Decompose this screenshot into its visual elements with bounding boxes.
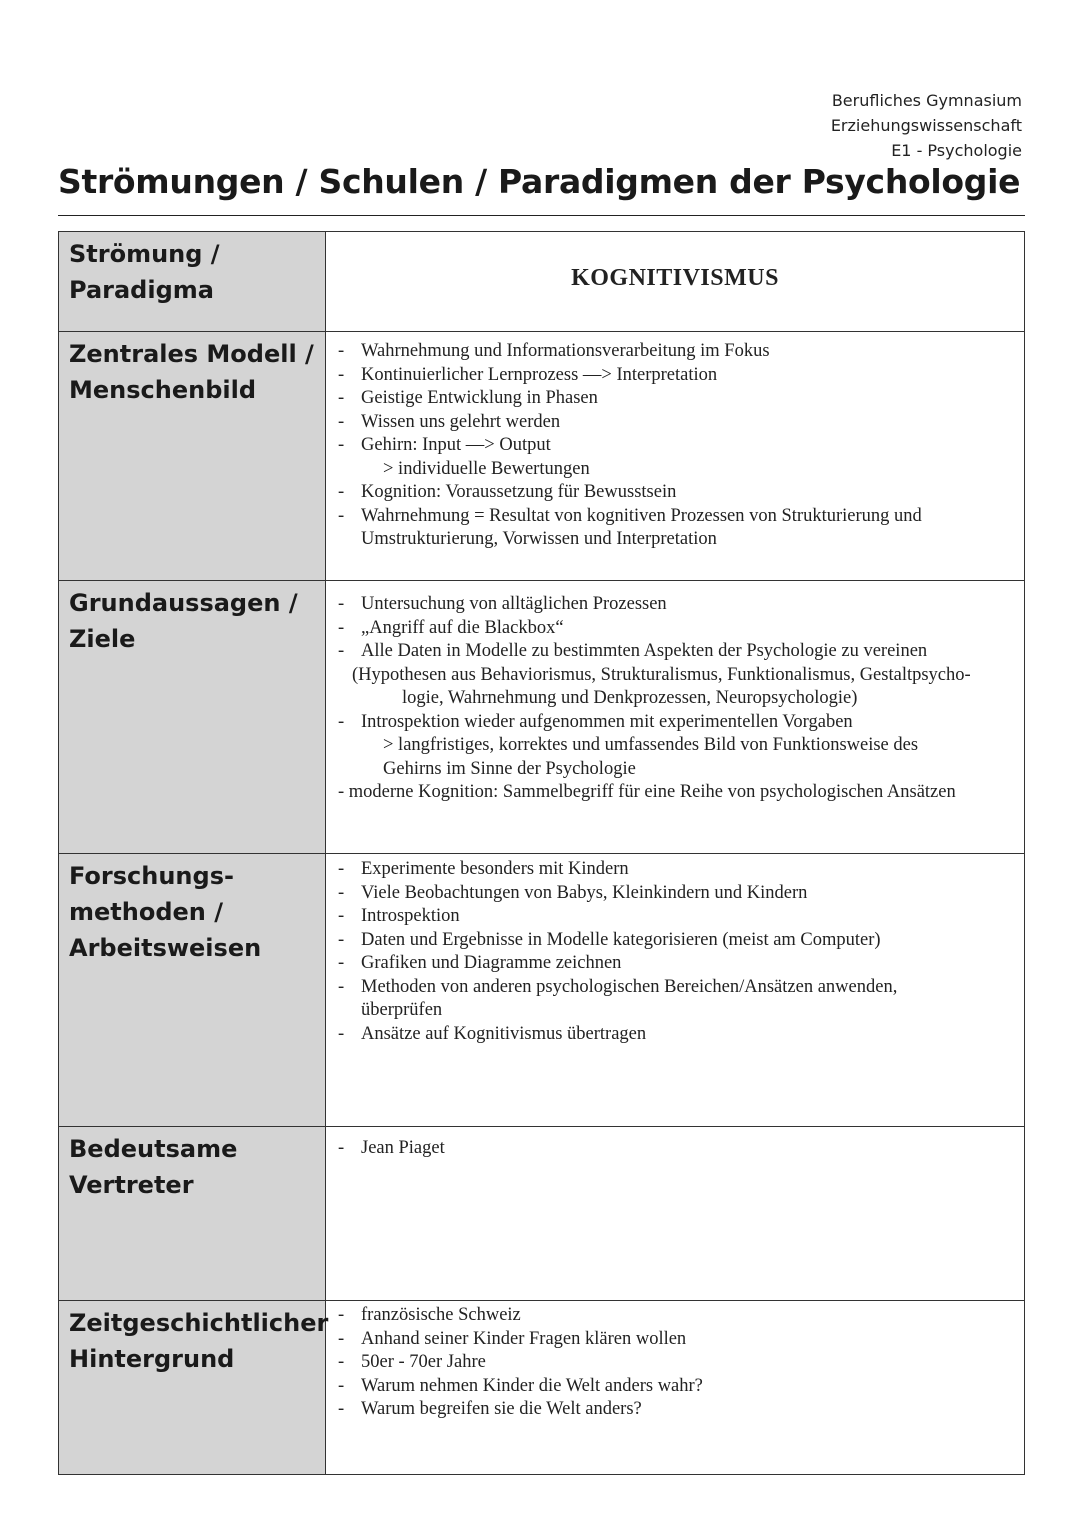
label-line: Hintergrund xyxy=(69,1345,235,1373)
list-item: - Alle Daten in Modelle zu bestimmten Aspekten der Psychologie zu vereinen xyxy=(338,640,1012,664)
list-item: - Introspektion wieder aufgenommen mit experimentellen Vorgaben xyxy=(338,711,1012,735)
header-subject: Erziehungswissenschaft xyxy=(830,116,1022,135)
label-line: Paradigma xyxy=(69,276,214,304)
list-item: - 50er - 70er Jahre xyxy=(338,1351,1012,1375)
label-line: Arbeitsweisen xyxy=(69,934,262,962)
sub-item: Gehirns im Sinne der Psychologie xyxy=(383,758,636,779)
label-line: Grundaussagen / xyxy=(69,589,298,617)
row-background xyxy=(59,1301,1025,1475)
list-item: - Grafiken und Diagramme zeichnen xyxy=(338,952,1012,976)
label-line: Vertreter xyxy=(69,1171,194,1199)
content-representatives xyxy=(326,1127,1025,1301)
list-item: - Untersuchung von alltäglichen Prozessen xyxy=(338,593,1012,617)
row-model xyxy=(59,332,1025,581)
paradigm-name: KOGNITIVISMUS xyxy=(571,264,779,291)
list-item: - Ansätze auf Kognitivismus übertragen xyxy=(338,1023,1012,1047)
parenthetical-line: (Hypothesen aus Behaviorismus, Strukturalismus, Funktionalismus, Gestaltpsycho- xyxy=(352,664,971,685)
label-line: Menschenbild xyxy=(69,376,257,404)
header-unit: E1 - Psychologie xyxy=(891,141,1022,160)
label-line: Zeitgeschichtlicher xyxy=(69,1309,329,1337)
label-paradigm xyxy=(59,232,326,332)
content-methods xyxy=(326,854,1025,1127)
list-item: - französische Schweiz xyxy=(338,1304,1012,1328)
content-goals xyxy=(326,581,1025,854)
list-item: - Wahrnehmung und Informationsverarbeitung im Fokus xyxy=(338,340,1012,364)
row-goals xyxy=(59,581,1025,854)
sub-item: > langfristiges, korrektes und umfassendes Bild von Funktionsweise des xyxy=(383,735,919,755)
list-item: - Jean Piaget xyxy=(338,1137,1012,1161)
page-title: Strömungen / Schulen / Paradigmen der Psychologie xyxy=(58,162,1021,201)
parenthetical-note xyxy=(338,664,1012,711)
list-item: - Daten und Ergebnisse in Modelle kategorisieren (meist am Computer) xyxy=(338,929,1012,953)
row-methods xyxy=(59,854,1025,1127)
document-header xyxy=(831,88,1022,163)
list-item: - Viele Beobachtungen von Babys, Kleinkindern und Kindern xyxy=(338,882,1012,906)
list-item: - Wahrnehmung = Resultat von kognitiven Prozessen von Strukturierung und Umstrukturierung, Vorwissen und Interpretation xyxy=(338,505,1012,552)
list-item: - Kontinuierlicher Lernprozess —> Interpretation xyxy=(338,364,1012,388)
header-school: Berufliches Gymnasium xyxy=(831,91,1022,110)
list-item: - Experimente besonders mit Kindern xyxy=(338,858,1012,882)
sub-item: > individuelle Bewertungen xyxy=(383,458,590,479)
content-background xyxy=(326,1301,1025,1475)
list-item: - Kognition: Voraussetzung für Bewusstsein xyxy=(338,481,1012,505)
label-line: Bedeutsame xyxy=(69,1135,238,1163)
list-item: - Geistige Entwicklung in Phasen xyxy=(338,387,1012,411)
label-background xyxy=(59,1301,329,1475)
label-line: Ziele xyxy=(69,625,136,653)
list-item: - Methoden von anderen psychologischen Bereichen/Ansätzen anwenden, überprüfen xyxy=(338,976,1012,1023)
list-item: - Warum nehmen Kinder die Welt anders wahr? xyxy=(338,1375,1012,1399)
label-methods xyxy=(59,854,326,1127)
list-item: - Wissen uns gelehrt werden xyxy=(338,411,1012,435)
parenthetical-line: logie, Wahrnehmung und Denkprozessen, Neuropsychologie) xyxy=(402,688,858,708)
label-line: Forschungs- xyxy=(69,862,234,890)
content-model xyxy=(326,332,1025,581)
row-paradigm xyxy=(59,232,1025,332)
list-item: - „Angriff auf die Blackbox“ xyxy=(338,617,1012,641)
label-line: Strömung / xyxy=(69,240,220,268)
label-line: methoden / xyxy=(69,898,223,926)
title-underline xyxy=(58,215,1025,216)
paradigm-table xyxy=(58,231,1025,1475)
paradigm-table-wrapper xyxy=(58,231,1025,1475)
list-item: - Gehirn: Input —> Output xyxy=(338,434,1012,458)
label-representatives xyxy=(59,1127,326,1301)
list-item: - Anhand seiner Kinder Fragen klären wollen xyxy=(338,1328,1012,1352)
list-item: - Introspektion xyxy=(338,905,1012,929)
label-goals xyxy=(59,581,326,854)
label-model xyxy=(59,332,326,581)
list-item: - Warum begreifen sie die Welt anders? xyxy=(338,1398,1012,1422)
row-representatives xyxy=(59,1127,1025,1301)
paradigm-name-cell xyxy=(326,232,1025,332)
plain-item: - moderne Kognition: Sammelbegriff für eine Reihe von psychologischen Ansätzen xyxy=(338,782,956,802)
label-line: Zentrales Modell / xyxy=(69,340,314,368)
